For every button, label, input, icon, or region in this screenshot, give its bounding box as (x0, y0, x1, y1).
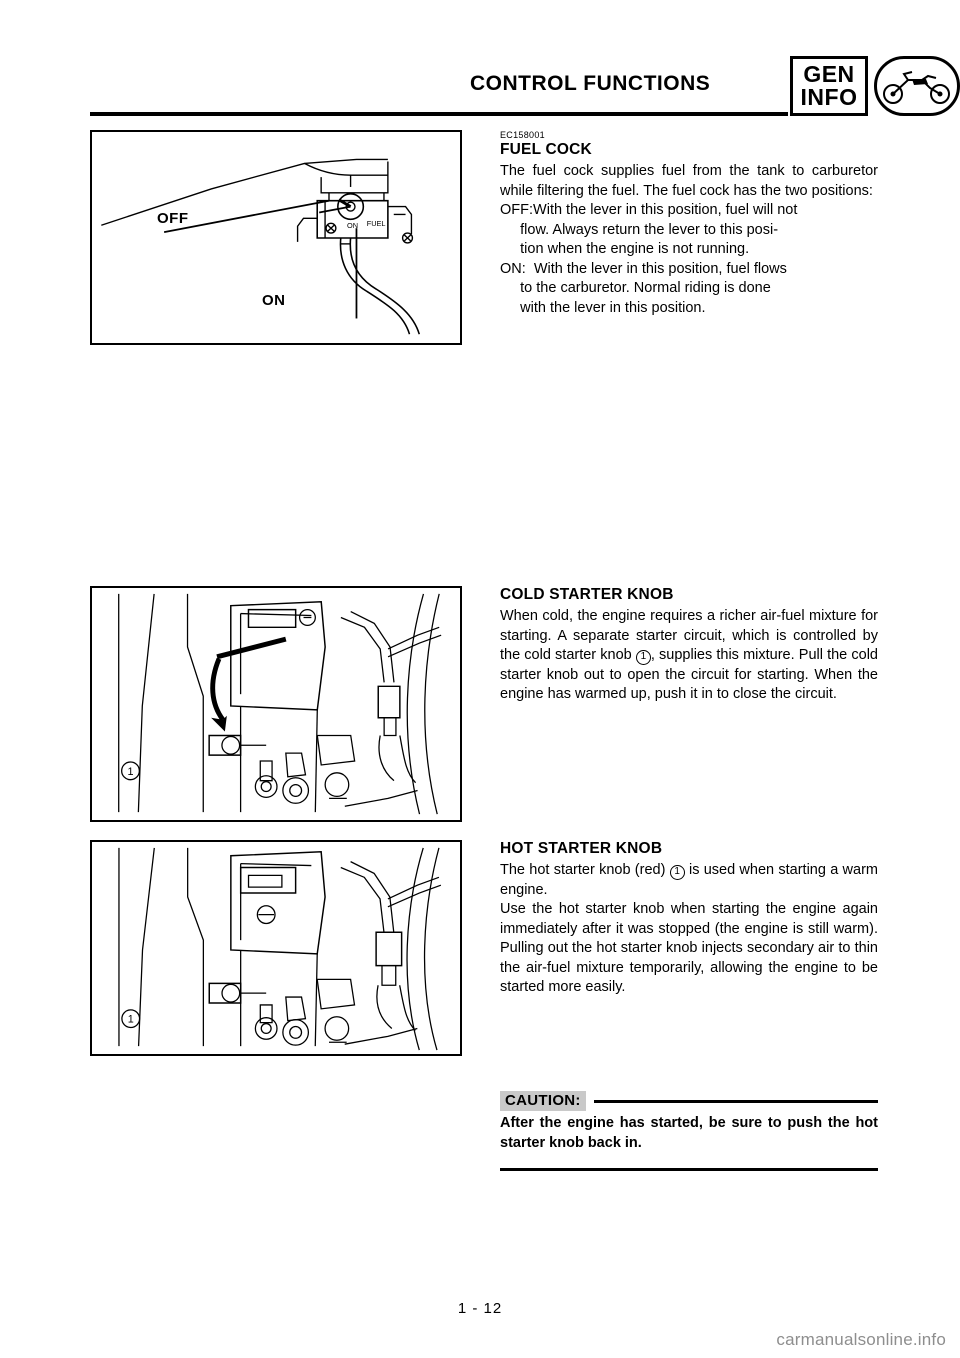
hot-starter-paragraph-2: Use the hot starter knob when starting the engine again immediately after it was stopped (the engine is still warm). Pulling out the hot starter knob injects secondary air to thin the air-fuel mixture temporarily, allowing the engine to be started more easily. (500, 901, 878, 995)
caution-text: After the engine has started, be sure to push the hot starter knob back in. (500, 1115, 878, 1151)
hot-starter-callout-1: 1 (670, 865, 685, 880)
caution-label: CAUTION: (500, 1091, 586, 1111)
figure-label-on: ON (262, 292, 286, 309)
fuel-cock-intro-paragraph: The fuel cock supplies fuel from the tank to carburetor while filtering the fuel. The fuel cock has the two positions: (500, 163, 878, 199)
svg-text:ON: ON (347, 221, 359, 231)
fuel-cock-off-text1: With the lever in this position, fuel will not (533, 202, 798, 218)
cold-starter-paragraph (500, 607, 878, 705)
section-heading-fuel-cock: FUEL COCK (500, 141, 592, 158)
section-heading-cold-starter: COLD STARTER KNOB (500, 586, 674, 603)
caution-rule-bottom (500, 1168, 878, 1171)
fuel-cock-on-indent2 (500, 279, 520, 299)
fuel-cock-off-tag: OFF: (500, 202, 534, 218)
fuel-cock-on-text2: to the carburetor. Normal riding is done (520, 280, 771, 296)
section-tab-line1: GEN (803, 61, 855, 87)
fuel-cock-off-indent2 (500, 221, 520, 241)
page-number: 1 - 12 (457, 1300, 503, 1317)
site-watermark: carmanualsonline.info (776, 1330, 946, 1349)
header-divider (90, 112, 788, 116)
figure-fuel-cock (90, 130, 462, 345)
caution-rule-top (594, 1100, 878, 1103)
fuel-cock-off-text3: tion when the engine is not running. (520, 241, 750, 257)
fuel-cock-off-line1 (500, 201, 878, 221)
fuel-cock-on-line3 (500, 299, 878, 319)
page-header (0, 0, 960, 130)
section-cold-starter (500, 586, 878, 705)
fuel-cock-off-text2: flow. Always return the lever to this posi- (520, 221, 779, 238)
caution-block (500, 1092, 878, 1171)
cold-starter-callout-1: 1 (636, 650, 651, 665)
fuel-cock-on-line2 (500, 279, 878, 299)
caution-header-row (500, 1092, 878, 1110)
figure-cold-starter (90, 586, 462, 822)
cold-starter-text-a: When cold, the engine requires a richer air-fuel mixture for starting. A separate starter circuit, which is controlled by the cold starter knob (500, 608, 878, 663)
fuel-cock-off-line2 (500, 221, 878, 241)
fuel-cock-on-line1 (500, 260, 878, 280)
section-tab-gen-info (790, 56, 868, 116)
hot-starter-paragraph-1 (500, 861, 878, 900)
fuel-cock-off-line3 (500, 240, 878, 260)
figure-label-off: OFF (157, 210, 189, 227)
section-heading-hot-starter: HOT STARTER KNOB (500, 840, 663, 857)
fuel-cock-on-text1: With the lever in this position, fuel flows (533, 260, 787, 277)
svg-text:FUEL: FUEL (366, 219, 386, 229)
motorcycle-icon (874, 56, 960, 116)
section-hot-starter (500, 840, 878, 998)
svg-text:1: 1 (127, 1013, 134, 1026)
section-tab-line2: INFO (800, 84, 858, 110)
fuel-cock-off-indent3 (500, 240, 520, 260)
fuel-cock-on-tag: ON: (500, 260, 534, 277)
hot-starter-text-b: is used when starting a warm engine. (500, 862, 878, 898)
section-fuel-cock (500, 130, 878, 318)
svg-text:1: 1 (127, 765, 134, 778)
section-code: EC158001 (500, 130, 545, 140)
page-title: CONTROL FUNCTIONS (470, 72, 711, 95)
fuel-cock-on-text3: with the lever in this position. (520, 299, 706, 316)
cold-starter-text-b: , supplies this mixture. Pull the cold starter knob out to open the circuit for starting. When the engine has warmed up, push it in to close the circuit. (500, 647, 878, 702)
figure-hot-starter (90, 840, 462, 1056)
fuel-cock-on-indent3 (500, 299, 520, 319)
hot-starter-text-a: The hot starter knob (red) (500, 862, 670, 878)
